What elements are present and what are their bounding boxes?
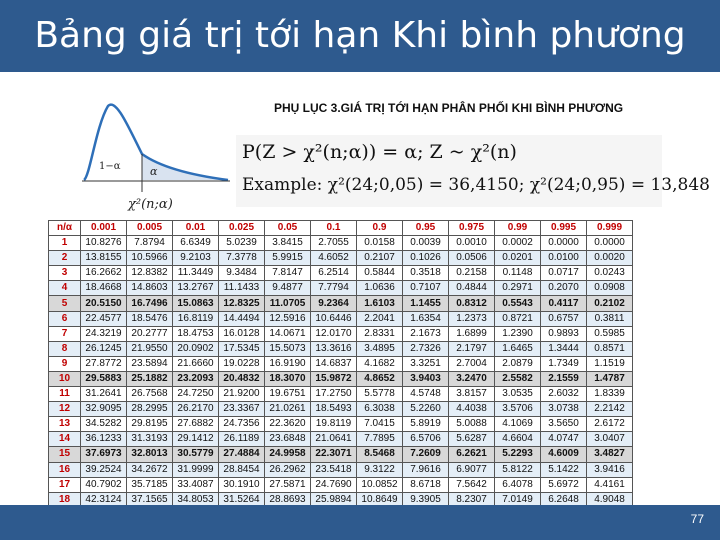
table-cell: 22.3071	[311, 447, 357, 462]
table-row	[49, 417, 633, 432]
table-cell: 0.2102	[587, 296, 633, 311]
table-cell: 0.8312	[449, 296, 495, 311]
table-cell: 9.3484	[219, 266, 265, 281]
chi-square-density-figure	[82, 96, 232, 216]
table-cell: 1.6899	[449, 326, 495, 341]
page-number: 77	[690, 512, 704, 526]
corner-header: n/α	[49, 221, 81, 236]
table-cell: 18.3070	[265, 371, 311, 386]
table-cell: 6.2514	[311, 266, 357, 281]
degrees-of-freedom-cell: 18	[49, 492, 81, 507]
degrees-of-freedom-cell: 4	[49, 281, 81, 296]
table-cell: 2.8331	[357, 326, 403, 341]
table-cell: 0.0908	[587, 281, 633, 296]
table-cell: 27.5871	[265, 477, 311, 492]
table-cell: 11.1433	[219, 281, 265, 296]
table-row	[49, 432, 633, 447]
degrees-of-freedom-cell: 1	[49, 236, 81, 251]
table-cell: 0.9893	[541, 326, 587, 341]
table-cell: 12.8325	[219, 296, 265, 311]
table-cell: 19.0228	[219, 356, 265, 371]
table-cell: 0.4844	[449, 281, 495, 296]
table-cell: 39.2524	[81, 462, 127, 477]
table-cell: 1.3444	[541, 341, 587, 356]
table-row	[49, 371, 633, 386]
table-cell: 24.7250	[173, 387, 219, 402]
table-cell: 26.1189	[219, 432, 265, 447]
column-header: 0.1	[311, 221, 357, 236]
table-cell: 22.4577	[81, 311, 127, 326]
degrees-of-freedom-cell: 9	[49, 356, 81, 371]
table-row	[49, 266, 633, 281]
table-row	[49, 387, 633, 402]
table-cell: 2.6032	[541, 387, 587, 402]
table-cell: 11.0705	[265, 296, 311, 311]
table-cell: 19.8119	[311, 417, 357, 432]
table-cell: 13.8155	[81, 251, 127, 266]
table-cell: 35.7185	[127, 477, 173, 492]
table-cell: 23.5894	[127, 356, 173, 371]
table-row	[49, 356, 633, 371]
table-cell: 0.8571	[587, 341, 633, 356]
appendix-title: PHỤ LỤC 3.GIÁ TRỊ TỚI HẠN PHÂN PHỐI KHI BÌNH PHƯƠNG	[274, 101, 624, 115]
table-cell: 16.0128	[219, 326, 265, 341]
example-formula: Example: χ²(24;0,05) = 36,4150; χ²(24;0,95) = 13,848	[242, 175, 710, 195]
table-cell: 42.3124	[81, 492, 127, 507]
table-cell: 3.9403	[403, 371, 449, 386]
column-header: 0.995	[541, 221, 587, 236]
table-cell: 4.1069	[495, 417, 541, 432]
critical-values-table-wrap	[48, 220, 633, 538]
table-row	[49, 462, 633, 477]
degrees-of-freedom-cell: 10	[49, 371, 81, 386]
table-cell: 4.1682	[357, 356, 403, 371]
table-cell: 0.2971	[495, 281, 541, 296]
degrees-of-freedom-cell: 11	[49, 387, 81, 402]
degrees-of-freedom-cell: 17	[49, 477, 81, 492]
table-cell: 23.2093	[173, 371, 219, 386]
table-cell: 5.2260	[403, 402, 449, 417]
column-header: 0.999	[587, 221, 633, 236]
table-cell: 0.0506	[449, 251, 495, 266]
formula-box	[236, 135, 710, 207]
table-cell: 2.5582	[495, 371, 541, 386]
table-cell: 7.2609	[403, 447, 449, 462]
table-row	[49, 341, 633, 356]
table-cell: 0.0201	[495, 251, 541, 266]
table-cell: 2.1559	[541, 371, 587, 386]
table-cell: 7.7895	[357, 432, 403, 447]
table-cell: 0.0010	[449, 236, 495, 251]
table-cell: 0.0717	[541, 266, 587, 281]
table-cell: 0.0039	[403, 236, 449, 251]
table-cell: 31.9999	[173, 462, 219, 477]
table-cell: 37.1565	[127, 492, 173, 507]
table-cell: 21.0641	[311, 432, 357, 447]
table-row	[49, 281, 633, 296]
table-cell: 1.7349	[541, 356, 587, 371]
table-cell: 14.6837	[311, 356, 357, 371]
table-cell: 15.0863	[173, 296, 219, 311]
table-cell: 10.5966	[127, 251, 173, 266]
table-cell: 5.6287	[449, 432, 495, 447]
column-header: 0.975	[449, 221, 495, 236]
table-cell: 32.9095	[81, 402, 127, 417]
table-cell: 0.1148	[495, 266, 541, 281]
table-cell: 26.7568	[127, 387, 173, 402]
table-cell: 5.2293	[495, 447, 541, 462]
table-row	[49, 477, 633, 492]
table-cell: 3.2470	[449, 371, 495, 386]
table-cell: 19.6751	[265, 387, 311, 402]
table-cell: 0.6757	[541, 311, 587, 326]
table-cell: 40.7902	[81, 477, 127, 492]
column-header: 0.99	[495, 221, 541, 236]
table-cell: 9.4877	[265, 281, 311, 296]
degrees-of-freedom-cell: 12	[49, 402, 81, 417]
table-cell: 0.3811	[587, 311, 633, 326]
degrees-of-freedom-cell: 8	[49, 341, 81, 356]
table-cell: 22.3620	[265, 417, 311, 432]
column-header: 0.025	[219, 221, 265, 236]
table-cell: 1.0636	[357, 281, 403, 296]
table-cell: 14.8603	[127, 281, 173, 296]
table-cell: 34.8053	[173, 492, 219, 507]
table-cell: 1.2373	[449, 311, 495, 326]
degrees-of-freedom-cell: 14	[49, 432, 81, 447]
table-row	[49, 251, 633, 266]
degrees-of-freedom-cell: 13	[49, 417, 81, 432]
table-cell: 29.5883	[81, 371, 127, 386]
table-row	[49, 236, 633, 251]
table-cell: 0.2107	[357, 251, 403, 266]
table-cell: 13.2767	[173, 281, 219, 296]
table-cell: 5.9915	[265, 251, 311, 266]
table-cell: 28.8693	[265, 492, 311, 507]
table-cell: 2.2041	[357, 311, 403, 326]
table-cell: 9.3905	[403, 492, 449, 507]
left-area-label: 1−α	[99, 161, 121, 172]
critical-value-label: χ²(n;α)	[128, 197, 173, 212]
table-cell: 24.7690	[311, 477, 357, 492]
table-cell: 34.5282	[81, 417, 127, 432]
table-cell: 1.8339	[587, 387, 633, 402]
table-cell: 31.3193	[127, 432, 173, 447]
table-cell: 10.0852	[357, 477, 403, 492]
table-cell: 5.8122	[495, 462, 541, 477]
column-header: 0.05	[265, 221, 311, 236]
table-cell: 5.6972	[541, 477, 587, 492]
table-cell: 1.4787	[587, 371, 633, 386]
table-cell: 27.6882	[173, 417, 219, 432]
table-cell: 16.9190	[265, 356, 311, 371]
table-cell: 3.3251	[403, 356, 449, 371]
table-cell: 4.4038	[449, 402, 495, 417]
table-cell: 10.6446	[311, 311, 357, 326]
table-cell: 8.2307	[449, 492, 495, 507]
degrees-of-freedom-cell: 16	[49, 462, 81, 477]
table-cell: 3.8157	[449, 387, 495, 402]
table-cell: 1.6354	[403, 311, 449, 326]
table-cell: 9.3122	[357, 462, 403, 477]
table-cell: 0.5844	[357, 266, 403, 281]
table-cell: 6.4078	[495, 477, 541, 492]
table-cell: 7.3778	[219, 251, 265, 266]
table-cell: 3.4895	[357, 341, 403, 356]
critical-values-table	[48, 220, 633, 538]
table-cell: 18.5476	[127, 311, 173, 326]
table-body	[49, 236, 633, 538]
table-cell: 2.2142	[587, 402, 633, 417]
table-cell: 0.7107	[403, 281, 449, 296]
table-cell: 15.5073	[265, 341, 311, 356]
table-cell: 3.9416	[587, 462, 633, 477]
table-cell: 3.0535	[495, 387, 541, 402]
table-cell: 0.0000	[541, 236, 587, 251]
table-cell: 18.4668	[81, 281, 127, 296]
table-cell: 9.2364	[311, 296, 357, 311]
table-cell: 2.0879	[495, 356, 541, 371]
table-cell: 36.1233	[81, 432, 127, 447]
table-cell: 0.0020	[587, 251, 633, 266]
table-cell: 30.5779	[173, 447, 219, 462]
table-cell: 34.2672	[127, 462, 173, 477]
table-cell: 4.6052	[311, 251, 357, 266]
table-cell: 25.1882	[127, 371, 173, 386]
table-cell: 6.9077	[449, 462, 495, 477]
table-cell: 16.7496	[127, 296, 173, 311]
table-cell: 7.8147	[265, 266, 311, 281]
table-cell: 7.0149	[495, 492, 541, 507]
column-header: 0.01	[173, 221, 219, 236]
table-row	[49, 326, 633, 341]
table-cell: 27.8772	[81, 356, 127, 371]
table-cell: 1.1519	[587, 356, 633, 371]
table-cell: 24.7356	[219, 417, 265, 432]
table-cell: 4.6009	[541, 447, 587, 462]
table-cell: 1.6465	[495, 341, 541, 356]
table-cell: 17.5345	[219, 341, 265, 356]
table-cell: 2.6172	[587, 417, 633, 432]
degrees-of-freedom-cell: 6	[49, 311, 81, 326]
column-header: 0.001	[81, 221, 127, 236]
table-cell: 25.9894	[311, 492, 357, 507]
column-header: 0.9	[357, 221, 403, 236]
table-row	[49, 447, 633, 462]
degrees-of-freedom-cell: 7	[49, 326, 81, 341]
table-cell: 0.4117	[541, 296, 587, 311]
table-cell: 12.8382	[127, 266, 173, 281]
table-cell: 8.5468	[357, 447, 403, 462]
table-row	[49, 311, 633, 326]
table-cell: 7.9616	[403, 462, 449, 477]
table-row	[49, 296, 633, 311]
table-cell: 3.0407	[587, 432, 633, 447]
table-cell: 16.2662	[81, 266, 127, 281]
table-cell: 0.5985	[587, 326, 633, 341]
table-cell: 6.3038	[357, 402, 403, 417]
table-cell: 29.8195	[127, 417, 173, 432]
table-cell: 16.8119	[173, 311, 219, 326]
table-cell: 4.4161	[587, 477, 633, 492]
column-header: 0.005	[127, 221, 173, 236]
table-cell: 23.3367	[219, 402, 265, 417]
table-cell: 12.5916	[265, 311, 311, 326]
column-header: 0.95	[403, 221, 449, 236]
table-cell: 21.0261	[265, 402, 311, 417]
table-cell: 1.1455	[403, 296, 449, 311]
table-cell: 21.9200	[219, 387, 265, 402]
table-cell: 6.2648	[541, 492, 587, 507]
table-cell: 5.5778	[357, 387, 403, 402]
table-cell: 26.2170	[173, 402, 219, 417]
table-cell: 0.0000	[587, 236, 633, 251]
table-cell: 26.1245	[81, 341, 127, 356]
table-cell: 0.8721	[495, 311, 541, 326]
table-cell: 1.2390	[495, 326, 541, 341]
table-cell: 10.8649	[357, 492, 403, 507]
table-cell: 29.1412	[173, 432, 219, 447]
degrees-of-freedom-cell: 5	[49, 296, 81, 311]
right-area-label: α	[150, 165, 158, 178]
table-cell: 5.1422	[541, 462, 587, 477]
table-cell: 0.0002	[495, 236, 541, 251]
table-cell: 6.6349	[173, 236, 219, 251]
table-cell: 23.6848	[265, 432, 311, 447]
table-cell: 2.7055	[311, 236, 357, 251]
table-cell: 3.0738	[541, 402, 587, 417]
table-cell: 20.0902	[173, 341, 219, 356]
table-cell: 1.6103	[357, 296, 403, 311]
table-cell: 13.3616	[311, 341, 357, 356]
table-cell: 23.5418	[311, 462, 357, 477]
table-cell: 14.4494	[219, 311, 265, 326]
table-cell: 0.2158	[449, 266, 495, 281]
table-cell: 5.0239	[219, 236, 265, 251]
table-cell: 27.4884	[219, 447, 265, 462]
table-cell: 20.4832	[219, 371, 265, 386]
table-cell: 26.2962	[265, 462, 311, 477]
table-cell: 28.2995	[127, 402, 173, 417]
table-cell: 21.9550	[127, 341, 173, 356]
table-cell: 4.5748	[403, 387, 449, 402]
table-cell: 8.6718	[403, 477, 449, 492]
degrees-of-freedom-cell: 15	[49, 447, 81, 462]
probability-formula: P(Z > χ²(n;α)) = α; Z ~ χ²(n)	[242, 141, 517, 163]
table-cell: 4.0747	[541, 432, 587, 447]
table-cell: 6.2621	[449, 447, 495, 462]
table-cell: 33.4087	[173, 477, 219, 492]
table-cell: 30.1910	[219, 477, 265, 492]
table-cell: 9.2103	[173, 251, 219, 266]
table-cell: 17.2750	[311, 387, 357, 402]
table-cell: 24.9958	[265, 447, 311, 462]
table-cell: 0.0100	[541, 251, 587, 266]
table-cell: 7.8794	[127, 236, 173, 251]
table-cell: 3.5706	[495, 402, 541, 417]
table-cell: 24.3219	[81, 326, 127, 341]
table-cell: 2.7004	[449, 356, 495, 371]
table-cell: 2.7326	[403, 341, 449, 356]
table-cell: 7.7794	[311, 281, 357, 296]
table-cell: 15.9872	[311, 371, 357, 386]
table-cell: 0.0243	[587, 266, 633, 281]
table-cell: 11.3449	[173, 266, 219, 281]
table-cell: 31.5264	[219, 492, 265, 507]
table-cell: 21.6660	[173, 356, 219, 371]
table-cell: 5.0088	[449, 417, 495, 432]
table-row	[49, 402, 633, 417]
degrees-of-freedom-cell: 3	[49, 266, 81, 281]
table-cell: 7.0415	[357, 417, 403, 432]
table-cell: 0.5543	[495, 296, 541, 311]
table-cell: 2.1673	[403, 326, 449, 341]
table-cell: 0.3518	[403, 266, 449, 281]
degrees-of-freedom-cell: 2	[49, 251, 81, 266]
table-cell: 28.8454	[219, 462, 265, 477]
table-cell: 0.0158	[357, 236, 403, 251]
table-cell: 18.5493	[311, 402, 357, 417]
table-cell: 12.0170	[311, 326, 357, 341]
table-cell: 3.5650	[541, 417, 587, 432]
table-cell: 5.8919	[403, 417, 449, 432]
table-cell: 10.8276	[81, 236, 127, 251]
table-cell: 4.6604	[495, 432, 541, 447]
table-cell: 18.4753	[173, 326, 219, 341]
table-cell: 14.0671	[265, 326, 311, 341]
table-cell: 0.2070	[541, 281, 587, 296]
table-cell: 0.1026	[403, 251, 449, 266]
table-cell: 20.5150	[81, 296, 127, 311]
table-cell: 3.8415	[265, 236, 311, 251]
table-cell: 7.5642	[449, 477, 495, 492]
bottom-bar	[0, 505, 720, 540]
table-cell: 3.4827	[587, 447, 633, 462]
table-cell: 20.2777	[127, 326, 173, 341]
table-cell: 2.1797	[449, 341, 495, 356]
slide-title: Bảng giá trị tới hạn Khi bình phương	[34, 15, 686, 56]
table-cell: 37.6973	[81, 447, 127, 462]
table-cell: 32.8013	[127, 447, 173, 462]
table-header-row	[49, 221, 633, 236]
table-cell: 31.2641	[81, 387, 127, 402]
table-cell: 4.9048	[587, 492, 633, 507]
table-cell: 6.5706	[403, 432, 449, 447]
table-cell: 4.8652	[357, 371, 403, 386]
